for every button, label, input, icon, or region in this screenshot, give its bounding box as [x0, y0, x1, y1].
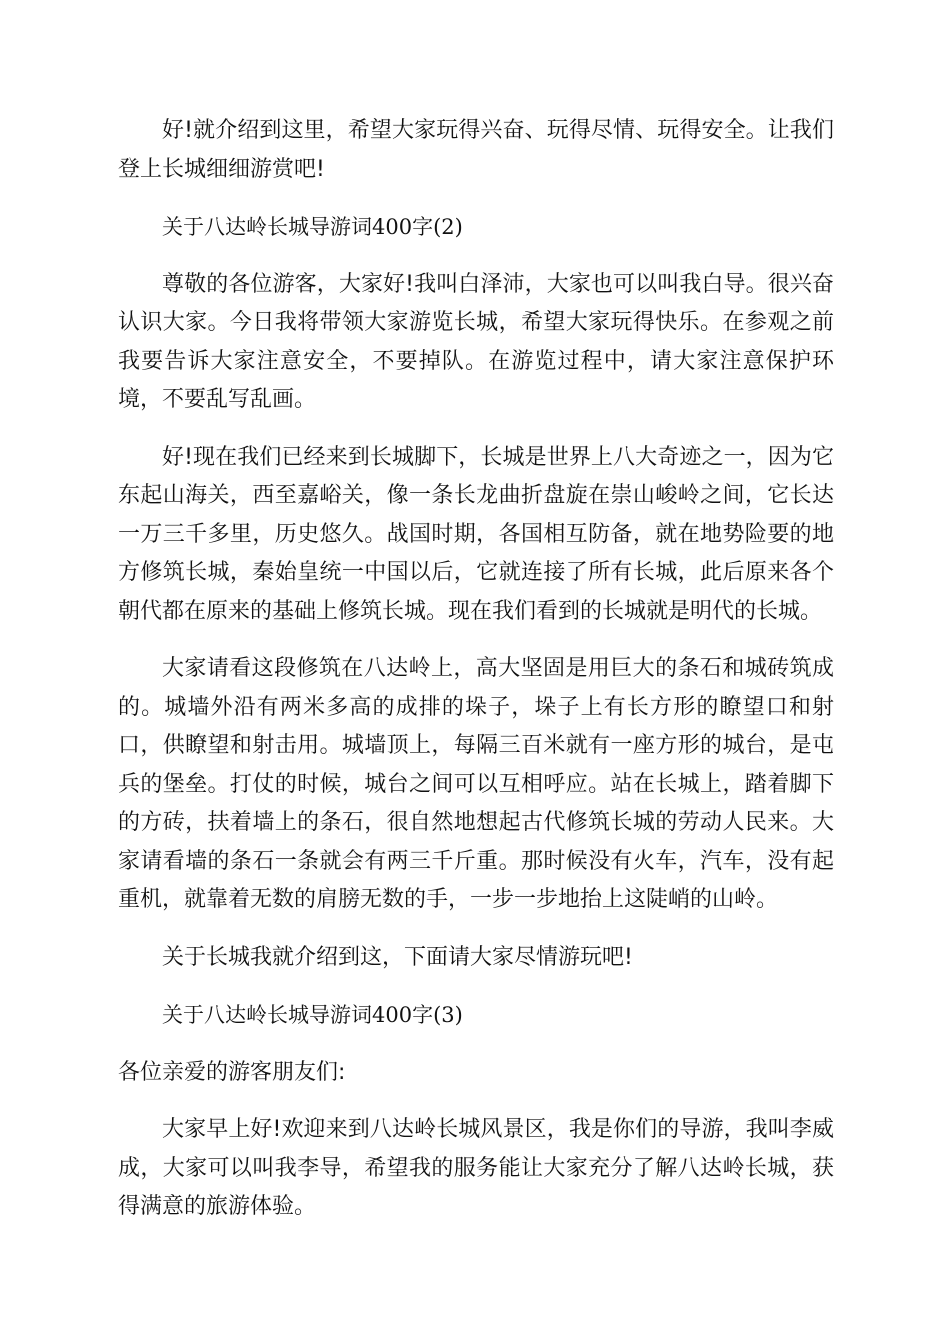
document-page — [118, 112, 834, 1227]
greeting-line: 各位亲爱的游客朋友们: — [118, 1059, 346, 1085]
paragraph-farewell: 关于长城我就介绍到这，下面请大家尽情游玩吧! — [162, 944, 633, 970]
section-heading-3: 关于八达岭长城导游词400字(3) — [162, 1003, 463, 1027]
paragraph-closing: 好!就介绍到这里，希望大家玩得兴奋、玩得尽情、玩得安全。让我们登上长城细细游赏吧! — [118, 118, 834, 182]
paragraph-structure: 大家请看这段修筑在八达岭上，高大坚固是用巨大的条石和城砖筑成的。城墙外沿有两米多高的成排的垛子，垛子上有长方形的瞭望口和射口，供瞭望和射击用。城墙顶上，每隔三百米就有一座方形的城台，是屯兵的堡垒。打仗的时候，城台之间可以互相呼应。站在长城上，踏着脚下的方砖，扶着墙上的条石，很自然地想起古代修筑长城的劳动人民来。大家请看墙的条石一条就会有两三千斤重。那时候没有火车，汽车，没有起重机，就靠着无数的肩膀无数的手，一步一步地抬上这陡峭的山岭。 — [118, 656, 834, 912]
paragraph-intro-2: 尊敬的各位游客，大家好!我叫白泽沛，大家也可以叫我白导。很兴奋认识大家。今日我将带领大家游览长城，希望大家玩得快乐。在参观之前我要告诉大家注意安全，不要掉队。在游览过程中，请大家注意保护环境，不要乱写乱画。 — [118, 271, 834, 412]
paragraph-history: 好!现在我们已经来到长城脚下，长城是世界上八大奇迹之一，因为它东起山海关，西至嘉峪关，像一条长龙曲折盘旋在崇山峻岭之间，它长达一万三千多里，历史悠久。战国时期，各国相互防备，就在地势险要的地方修筑长城，秦始皇统一中国以后，它就连接了所有长城，此后原来各个朝代都在原来的基础上修筑长城。现在我们看到的长城就是明代的长城。 — [118, 444, 834, 624]
section-heading-2: 关于八达岭长城导游词400字(2) — [162, 215, 463, 239]
paragraph-welcome: 大家早上好!欢迎来到八达岭长城风景区，我是你们的导游，我叫李威成，大家可以叫我李导，希望我的服务能让大家充分了解八达岭长城，获得满意的旅游体验。 — [118, 1117, 834, 1219]
